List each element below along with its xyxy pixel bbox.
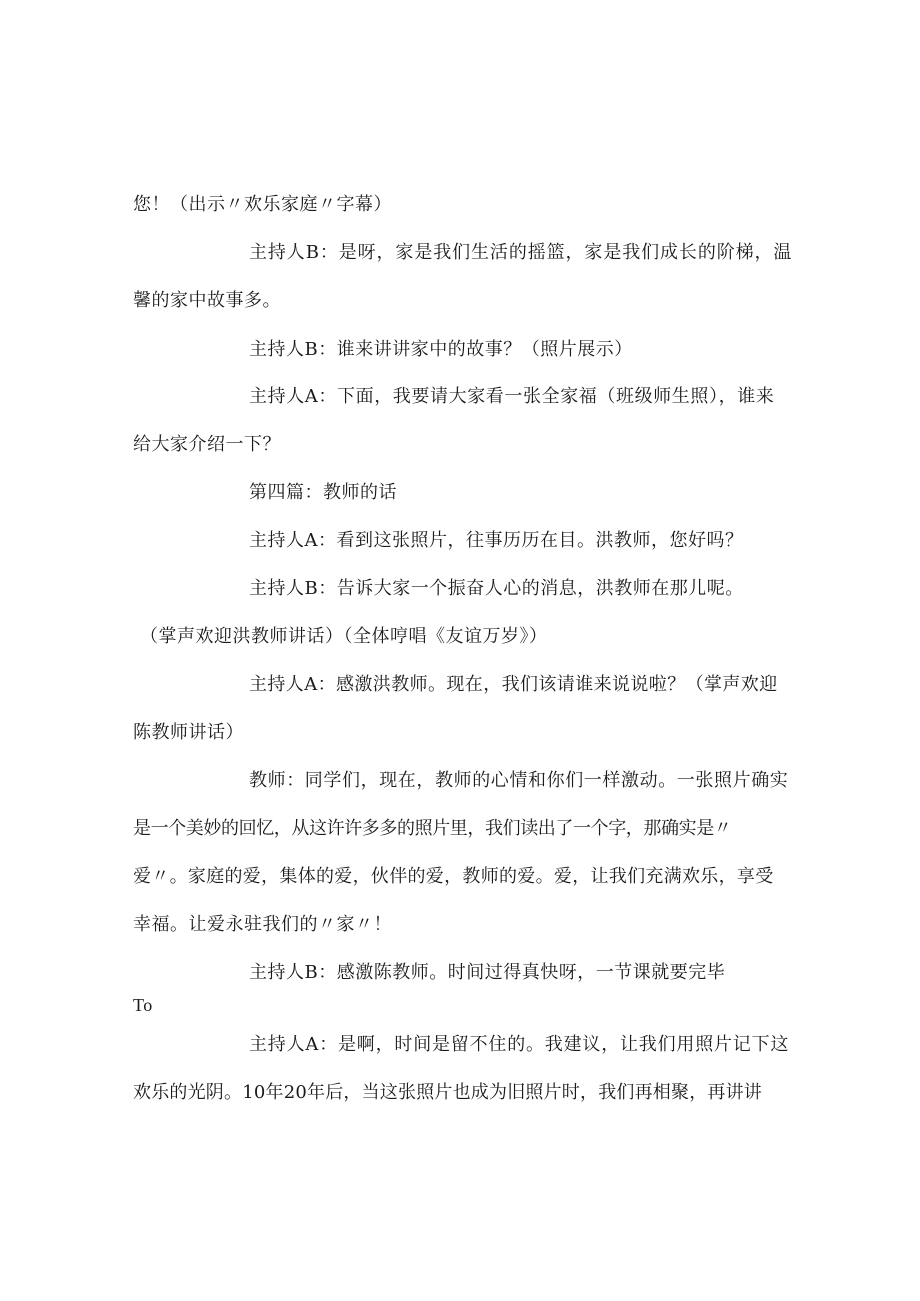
text-line: 主持人A：下面，我要请大家看一张全家福（班级师生照），谁来 — [249, 386, 775, 407]
section-heading: 第四篇：教师的话 — [249, 482, 397, 503]
text-line: 是一个美妙的回忆，从这许许多多的照片里，我们读出了一个字，那确实是〃 — [133, 818, 732, 839]
text-line: 主持人B：是呀，家是我们生活的摇篮，家是我们成长的阶梯，温 — [249, 242, 793, 263]
text-line: 教师：同学们，现在，教师的心情和你们一样激动。一张照片确实 — [249, 770, 789, 791]
text-line: To — [133, 995, 153, 1015]
text-line: （掌声欢迎洪教师讲话）（全体哼唱《友谊万岁》） — [140, 626, 548, 647]
text-line: 幸福。让爱永驻我们的〃家〃！ — [133, 914, 392, 935]
text-line: 给大家介绍一下？ — [133, 434, 281, 455]
text-line: 主持人B：感激陈教师。时间过得真快呀，一节课就要完毕 — [249, 962, 726, 983]
text-line: 爱〃。家庭的爱，集体的爱，伙伴的爱，教师的爱。爱，让我们充满欢乐，享受 — [133, 866, 774, 887]
text-line: 馨的家中故事多。 — [133, 290, 281, 311]
text-line: 主持人A：感激洪教师。现在，我们该请谁来说说啦？（掌声欢迎 — [249, 674, 778, 695]
text-line: 欢乐的光阴。10年20年后，当这张照片也成为旧照片时，我们再相聚，再讲讲 — [133, 1082, 763, 1103]
text-line: 主持人A：是啊，时间是留不住的。我建议，让我们用照片记下这 — [249, 1034, 790, 1055]
text-line: 主持人B：谁来讲讲家中的故事？（照片展示） — [249, 339, 633, 360]
text-line: 陈教师讲话） — [133, 722, 244, 743]
text-line: 主持人B：告诉大家一个振奋人心的消息，洪教师在那儿呢。 — [249, 578, 744, 599]
text-line: 主持人A：看到这张照片，往事历历在目。洪教师，您好吗？ — [249, 530, 744, 551]
text-line: 您！（出示〃欢乐家庭〃字幕） — [133, 194, 392, 215]
